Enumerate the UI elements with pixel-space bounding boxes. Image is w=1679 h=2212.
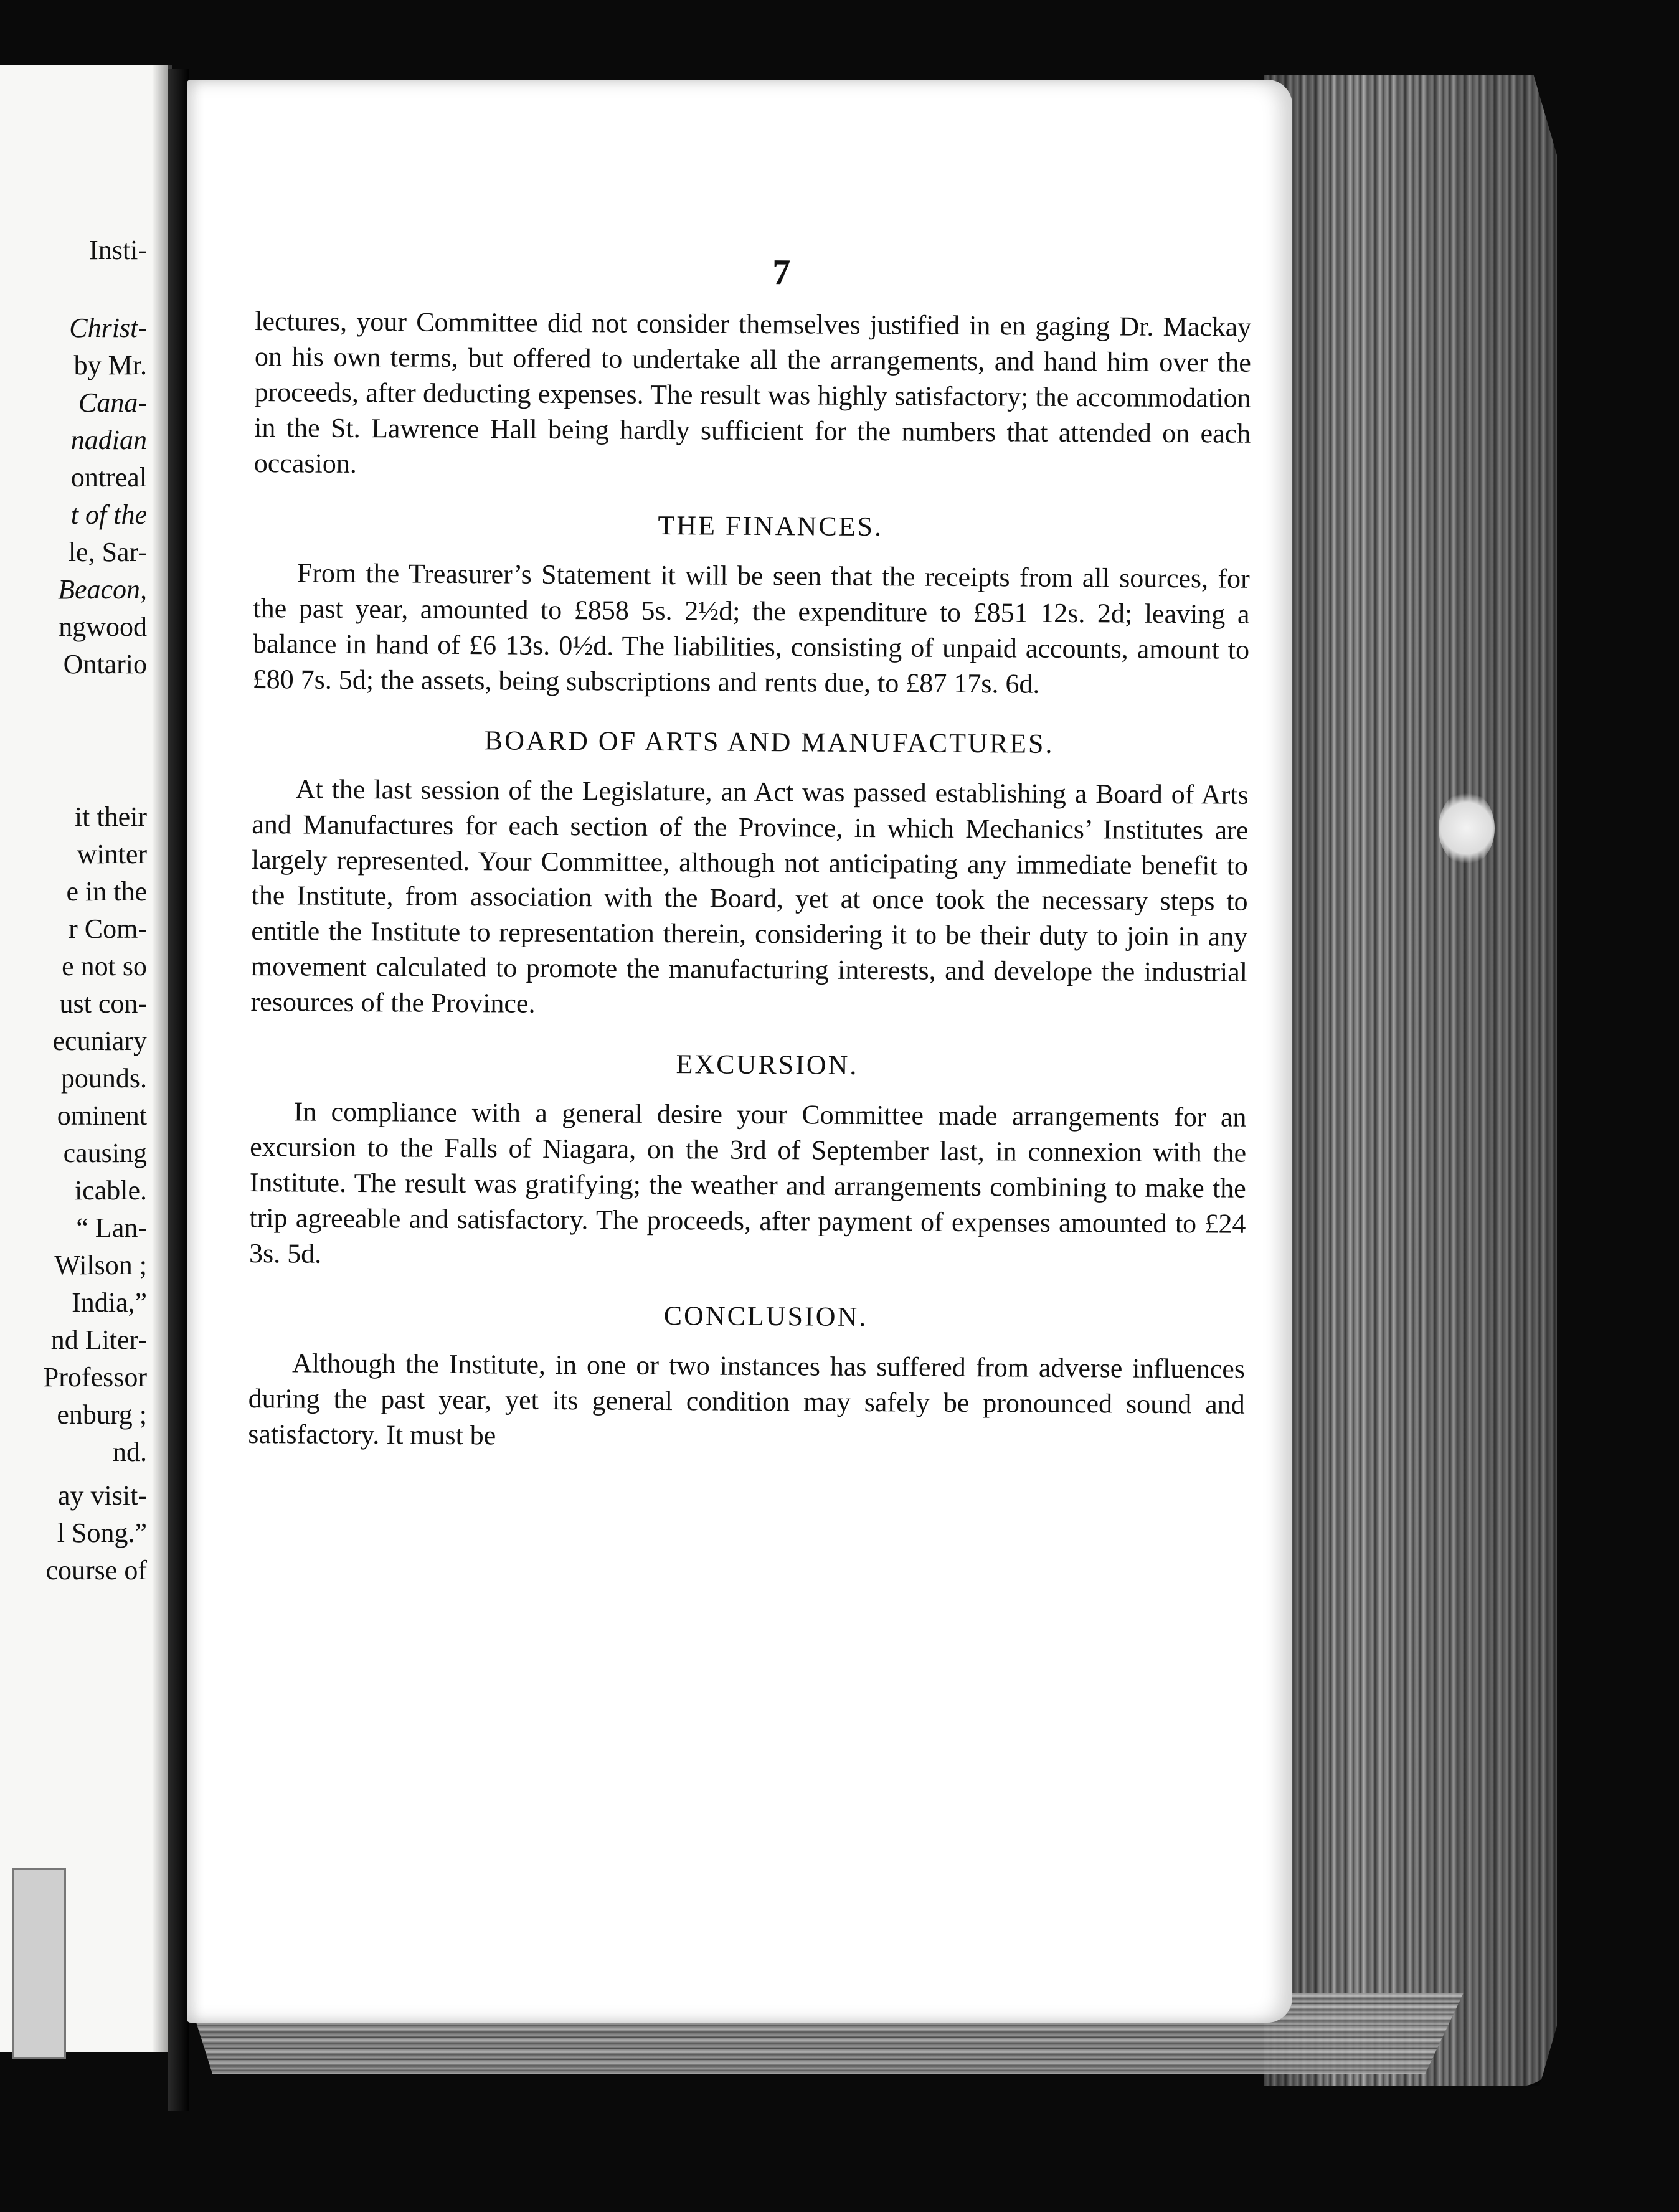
page-number: 7 <box>772 252 791 293</box>
left-page-line: e not so <box>62 951 147 981</box>
page-edge-blemish <box>1439 791 1495 866</box>
left-page-line: Wilson ; <box>54 1250 147 1280</box>
left-page-line: ay visit- <box>58 1480 147 1511</box>
left-page-line: ecuniary <box>52 1026 147 1056</box>
left-page-line: pounds. <box>60 1063 147 1094</box>
section-body-board-of-arts: At the last session of the Legislature, an Act was passed establishing a Board of Arts and Manufactures for each section of the Province, in which Mechanics’ Institutes are largely represented. Your Committee, although not anticipating any immediate benefit to the Institute, from association with the Board, yet at once took the necessary steps to entitle the Institute to representation therein, considering it to be their duty to join in any movement calculated to promote the manufacturing interests, and develope the industrial resources of the Province. <box>250 773 1249 1019</box>
section-heading-board-of-arts: BOARD OF ARTS AND MANUFACTURES. <box>484 725 1054 759</box>
left-page-line: ngwood <box>59 612 147 642</box>
left-page-line: Cana- <box>78 387 147 418</box>
left-page-line: India,” <box>72 1287 147 1318</box>
left-page-line: ominent <box>57 1100 147 1131</box>
page-text-block <box>248 248 1252 1458</box>
left-page-line: by Mr. <box>73 350 147 380</box>
left-page-line: t of the <box>70 499 147 530</box>
left-page-line: Professor <box>43 1362 147 1392</box>
section-heading-conclusion: CONCLUSION. <box>663 1300 868 1333</box>
left-page-line: e in the <box>66 876 147 907</box>
section-heading-finances: THE FINANCES. <box>658 509 884 542</box>
opening-paragraph: lectures, your Committee did not consider themselves justified in en gaging Dr. Mackay on his own terms, but offered to undertake all the arrangements, and hand him over the proceeds, after deducting expenses. The result was highly satisfactory; the accommodation in the St. Lawrence Hall being hardly sufficient for the numbers that attended on each occasion. <box>253 305 1252 480</box>
right-page <box>187 80 1292 2023</box>
left-page-line: nadian <box>70 425 147 455</box>
left-page-line: le, Sar- <box>68 537 147 567</box>
left-page-fragment <box>0 65 172 2052</box>
left-page-line: ust con- <box>59 988 147 1019</box>
page-tab-marker <box>12 1868 66 2059</box>
left-page-line: r Com- <box>69 914 147 944</box>
book-gutter <box>168 69 189 2111</box>
page-edges-stack <box>1264 75 1557 2086</box>
left-page-line: “ Lan- <box>76 1212 147 1243</box>
left-page-line: Beacon, <box>58 574 147 605</box>
left-page-line: nd Liter- <box>50 1325 147 1355</box>
page-edges-shading <box>1264 75 1557 2086</box>
left-page-line: l Song.” <box>57 1518 147 1548</box>
section-body-finances: From the Treasurer’s Statement it will be seen that the receipts from all sources, for the past year, amounted to £858 5s. 2½d; the expenditure to £851 12s. 2d; leaving a balance in hand of £6 13s. 0½d. The liabilities, consisting of unpaid accounts, amount to £80 7s. 5d; the assets, being subscriptions and rents due, to £87 17s. 6d. <box>252 557 1250 699</box>
left-page-line: enburg ; <box>57 1399 147 1430</box>
left-page-line: causing <box>63 1138 147 1168</box>
left-page-line: ontreal <box>70 462 147 493</box>
left-page-line: nd. <box>113 1437 147 1467</box>
left-page-line: Christ- <box>69 313 147 343</box>
left-page-line: course of <box>45 1555 147 1586</box>
section-body-conclusion: Although the Institute, in one or two instances has suffered from adverse influences during the past year, yet its general condition may safely be pronounced sound and satisfactory. It must be <box>248 1348 1246 1451</box>
section-body-excursion: In compliance with a general desire your Committee made arrangements for an excursion to the Falls of Niagara, on the 3rd of September last, in connexion with the Institute. The result was gratifying; the weather and arrangements combining to make the trip agreeable and satisfactory. The proceeds, after payment of expenses amounted to £24 3s. 5d. <box>248 1096 1247 1269</box>
left-page-crease <box>152 65 168 2052</box>
left-page-line: Ontario <box>63 649 147 679</box>
section-heading-excursion: EXCURSION. <box>676 1049 859 1080</box>
left-page-line: icable. <box>74 1175 147 1206</box>
left-page-line: it their <box>74 801 147 832</box>
left-page-line: Insti- <box>89 235 147 265</box>
left-page-line: winter <box>77 839 147 869</box>
